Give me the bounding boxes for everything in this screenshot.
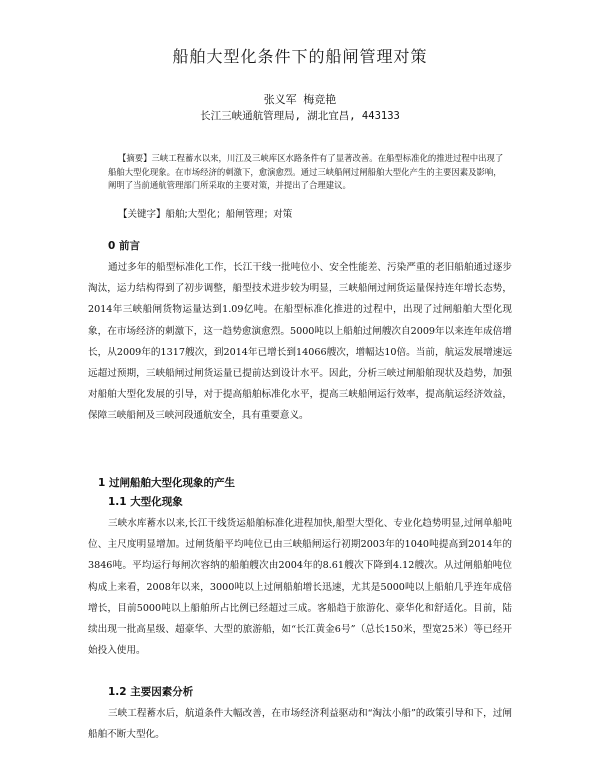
section-paragraph-0: 通过多年的船型标准化工作，长江干线一批吨位小、安全性能差、污染严重的老旧船舶通过逐步淘汰，运力结构得到了初步调整，船型技术进步较为明显，三峡船闸过闸货运量保持连年增长态势，2014年三峡船闸货物运量达到1.09亿吨。在船型标准化推进的过程中，出现了过闸船舶大型化现象，在市场经济的刺激下，这一趋势愈演愈烈。5000吨以上船舶过闸艘次自2009年以来连年成倍增长，从2009年的1317艘次，到2014年已增长到14066艘次，增幅达10倍。当前，航运发展增速远远超过预期，三峡船闸过闸货运量已提前达到设计水平。因此，分析三峡过闸船舶现状及趋势，加强对船舶大型化发展的引导，对于提高船舶标准化水平，提高三峡船闸运行效率，提高航运经济效益，保障三峡船闸及三峡河段通航安全，具有重要意义。 <box>88 262 512 422</box>
abstract-text: 三峡工程蓄水以来，川江及三峡库区水路条件有了显著改善。在船型标准化的推进过程中出现了船舶大型化现象。在市场经济的刺激下，愈演愈烈。通过三峡船闸过闸船舶大型化产生的主要因素及影响，阐明了当前通航管理部门所采取的主要对策，并提出了合理建议。 <box>108 153 504 190</box>
keywords-text: 船舶;大型化；船闸管理；对策 <box>165 209 293 220</box>
author-affiliation: 长江三峡通航管理局, 湖北宜昌, 443133 <box>200 110 400 122</box>
author-names: 张义军 梅竞艳 <box>263 93 337 106</box>
section-heading-1: 1 过闸船舶大型化现象的产生 <box>98 477 235 489</box>
section-heading-1-1: 1.1 大型化现象 <box>108 496 183 508</box>
section-paragraph-1-1: 三峡水库蓄水以来,长江干线货运船舶标准化进程加快,船型大型化、专业化趋势明显,过闸单船吨位、主尺度明显增加。过闸货船平均吨位已由三峡船闸运行初期2003年的1040吨提高到2014年的3846吨。平均运行每闸次容纳的船舶艘次由2004年的8.61艘次下降到4.12艘次。从过闸船舶吨位构成上来看，2008年以来，3000吨以上过闸船舶增长迅速，尤其是5000吨以上船舶几乎连年成倍增长，目前5000吨以上船舶所占比例已经超过三成。客船趋于旅游化、豪华化和舒适化。目前，陆续出现一批高星级、超豪华、大型的旅游船，如“长江黄金6号”（总长150米，型宽25米）等已经开始投入使用。 <box>88 518 512 657</box>
keywords-label: 【关键字】 <box>118 209 166 220</box>
keywords-block <box>118 206 292 220</box>
section-paragraph-1-2: 三峡工程蓄水后，航道条件大幅改善，在市场经济利益驱动和“淘汰小船”的政策引导和下，过闸船舶不断大型化。 <box>88 708 512 741</box>
paper-title: 船舶大型化条件下的船闸管理对策 <box>172 47 428 66</box>
abstract-label: 【摘要】 <box>118 153 152 163</box>
abstract-block <box>108 152 508 193</box>
section-heading-0: 0 前言 <box>108 240 140 252</box>
section-heading-1-2: 1.2 主要因素分析 <box>108 686 194 698</box>
